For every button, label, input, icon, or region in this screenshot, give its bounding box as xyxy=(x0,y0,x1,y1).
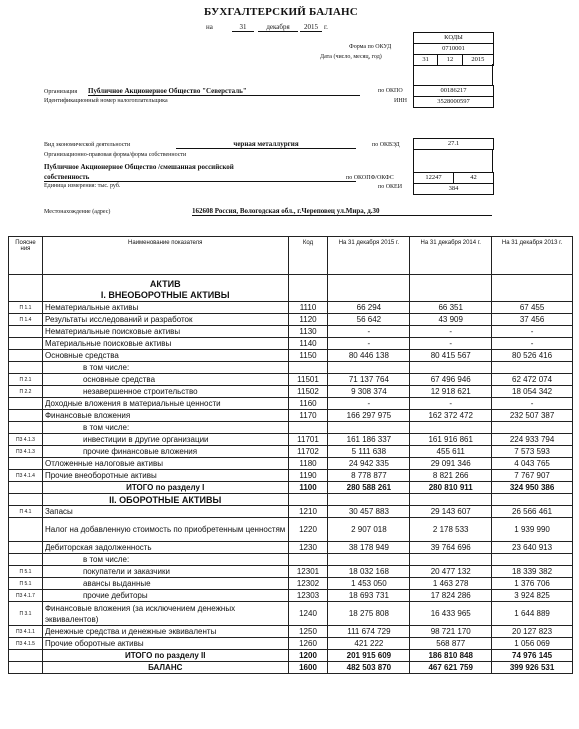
table-row xyxy=(9,554,573,566)
row-note: П3 4.1.3 xyxy=(9,446,43,458)
row-value-2015 xyxy=(328,554,410,566)
row-value-2014: 16 433 965 xyxy=(410,602,492,626)
col-2013-header: На 31 декабря 2013 г. xyxy=(492,237,573,275)
row-name: БАЛАНС xyxy=(42,662,288,674)
table-row xyxy=(9,458,573,470)
row-value-2013: 1 056 069 xyxy=(492,638,573,650)
row-code: 1110 xyxy=(288,302,328,314)
table-row xyxy=(9,398,573,410)
row-value-2015: - xyxy=(328,398,410,410)
table-row xyxy=(9,626,573,638)
row-name: незавершенное строительство xyxy=(42,386,288,398)
date-label: Дата (число, месяц, год) xyxy=(320,54,382,60)
row-note: П3 4.1.1 xyxy=(9,626,43,638)
balance-table xyxy=(8,236,573,674)
table-row xyxy=(9,506,573,518)
row-value-2013: 1 939 990 xyxy=(492,518,573,542)
table-row xyxy=(9,338,573,350)
table-row xyxy=(9,590,573,602)
section-heading-row xyxy=(9,494,573,506)
row-name: Результаты исследований и разработок xyxy=(42,314,288,326)
section-2: II. ОБОРОТНЫЕ АКТИВЫ xyxy=(42,494,288,506)
table-row xyxy=(9,446,573,458)
row-value-2013: 20 127 823 xyxy=(492,626,573,638)
row-code: 1190 xyxy=(288,470,328,482)
row-code: 12303 xyxy=(288,590,328,602)
row-value-2014: - xyxy=(410,326,492,338)
row-value-2014: 80 415 567 xyxy=(410,350,492,362)
row-value-2013 xyxy=(492,554,573,566)
codes-box xyxy=(413,32,494,66)
row-value-2014: 162 372 472 xyxy=(410,410,492,422)
row-note xyxy=(9,362,43,374)
row-name: Нематериальные поисковые активы xyxy=(42,326,288,338)
date-code-day: 31 xyxy=(414,55,438,65)
unit-label: Единица измерения: тыс. руб. xyxy=(44,183,121,189)
row-value-2015: 38 178 949 xyxy=(328,542,410,554)
row-value-2015: 1 453 050 xyxy=(328,578,410,590)
row-value-2014 xyxy=(410,554,492,566)
row-code: 1200 xyxy=(288,650,328,662)
row-value-2014: 98 721 170 xyxy=(410,626,492,638)
org-label: Организация xyxy=(44,89,78,95)
date-month: декабря xyxy=(258,23,298,32)
okopf-label: по ОКОПФ/ОКФС xyxy=(346,175,394,181)
row-code: 1260 xyxy=(288,638,328,650)
codes-vline-right xyxy=(492,64,493,85)
row-value-2015: 8 778 877 xyxy=(328,470,410,482)
row-value-2015: 80 446 138 xyxy=(328,350,410,362)
row-name: Основные средства xyxy=(42,350,288,362)
row-value-2015 xyxy=(328,362,410,374)
legal-form-label: Организационно-правовая форма/форма собственности xyxy=(44,152,187,158)
row-note xyxy=(9,350,43,362)
table-row xyxy=(9,470,573,482)
row-value-2015: 18 275 808 xyxy=(328,602,410,626)
row-name: основные средства xyxy=(42,374,288,386)
row-value-2013: 18 054 342 xyxy=(492,386,573,398)
row-note xyxy=(9,662,43,674)
date-day: 31 xyxy=(232,23,254,32)
table-row xyxy=(9,362,573,374)
okud-label: Форма по ОКУД xyxy=(349,44,392,50)
row-value-2014: 29 143 607 xyxy=(410,506,492,518)
row-value-2015: 5 111 638 xyxy=(328,446,410,458)
legal-form-line2: собственность xyxy=(44,173,356,182)
col-note-header: Поясне ния xyxy=(9,237,43,275)
row-value-2015: 56 642 xyxy=(328,314,410,326)
row-note xyxy=(9,326,43,338)
row-value-2013: 26 566 461 xyxy=(492,506,573,518)
legal-form-line1: Публичное Акционерное Общество /смешанная российской xyxy=(44,163,234,171)
row-value-2014: 39 764 696 xyxy=(410,542,492,554)
row-name: Финансовые вложения xyxy=(42,410,288,422)
row-name: ИТОГО по разделу I xyxy=(42,482,288,494)
row-value-2014: 29 091 346 xyxy=(410,458,492,470)
row-name: авансы выданные xyxy=(42,578,288,590)
row-value-2014: 17 824 286 xyxy=(410,590,492,602)
row-value-2015: 18 693 731 xyxy=(328,590,410,602)
row-value-2013: 399 926 531 xyxy=(492,662,573,674)
table-row xyxy=(9,518,573,542)
row-value-2015: 66 294 xyxy=(328,302,410,314)
document-title: БУХГАЛТЕРСКИЙ БАЛАНС xyxy=(204,6,358,18)
row-note: П 5.1 xyxy=(9,566,43,578)
row-value-2015 xyxy=(328,422,410,434)
row-note: П3 4.1.5 xyxy=(9,638,43,650)
row-code: 1120 xyxy=(288,314,328,326)
row-value-2014: 20 477 132 xyxy=(410,566,492,578)
row-name: Материальные поисковые активы xyxy=(42,338,288,350)
activity-label: Вид экономической деятельности xyxy=(44,142,131,148)
row-name: прочие дебиторы xyxy=(42,590,288,602)
col-2015-header: На 31 декабря 2015 г. xyxy=(328,237,410,275)
row-name: покупатели и заказчики xyxy=(42,566,288,578)
date-year-suffix: г. xyxy=(324,23,328,31)
row-value-2015: 166 297 975 xyxy=(328,410,410,422)
row-code: 12301 xyxy=(288,566,328,578)
row-code: 1150 xyxy=(288,350,328,362)
row-code: 1220 xyxy=(288,518,328,542)
row-value-2015: - xyxy=(328,326,410,338)
row-note xyxy=(9,422,43,434)
col-code-header: Код xyxy=(288,237,328,275)
row-code: 1600 xyxy=(288,662,328,674)
row-value-2014: 455 611 xyxy=(410,446,492,458)
row-value-2013: 23 640 913 xyxy=(492,542,573,554)
row-name: Прочие оборотные активы xyxy=(42,638,288,650)
row-value-2015: 71 137 764 xyxy=(328,374,410,386)
row-value-2013: - xyxy=(492,326,573,338)
row-name: ИТОГО по разделу II xyxy=(42,650,288,662)
row-value-2014: 186 810 848 xyxy=(410,650,492,662)
section-aktiv: АКТИВ xyxy=(149,279,181,289)
inn-label: ИНН xyxy=(394,98,407,104)
okpo-inn-box xyxy=(413,85,494,108)
row-note: П 1.4 xyxy=(9,314,43,326)
row-value-2015: 111 674 729 xyxy=(328,626,410,638)
org-name: Публичное Акционерное Общество "Северсталь" xyxy=(88,87,360,96)
okopf-values xyxy=(414,173,493,184)
row-name: Дебиторская задолженность xyxy=(42,542,288,554)
row-value-2013 xyxy=(492,362,573,374)
table-row xyxy=(9,374,573,386)
row-note xyxy=(9,650,43,662)
okpo-label: по ОКПО xyxy=(378,88,403,94)
row-value-2014: - xyxy=(410,398,492,410)
row-note xyxy=(9,410,43,422)
row-value-2013: 74 976 145 xyxy=(492,650,573,662)
total-row xyxy=(9,482,573,494)
row-value-2013: 80 526 416 xyxy=(492,350,573,362)
row-code xyxy=(288,422,328,434)
row-value-2013: 7 767 907 xyxy=(492,470,573,482)
row-name: Нематериальные активы xyxy=(42,302,288,314)
row-name: Отложенные налоговые активы xyxy=(42,458,288,470)
row-code: 1180 xyxy=(288,458,328,470)
row-name: в том числе: xyxy=(42,362,288,374)
date-on-label: на xyxy=(206,23,213,31)
col-name-header: Наименование показателя xyxy=(42,237,288,275)
row-value-2013 xyxy=(492,422,573,434)
total-row xyxy=(9,650,573,662)
row-code: 11702 xyxy=(288,446,328,458)
section-1: I. ВНЕОБОРОТНЫЕ АКТИВЫ xyxy=(100,290,230,300)
row-name: в том числе: xyxy=(42,554,288,566)
row-note: П 2.1 xyxy=(9,374,43,386)
row-note: П 2.2 xyxy=(9,386,43,398)
row-value-2014: 568 877 xyxy=(410,638,492,650)
row-code xyxy=(288,554,328,566)
row-code: 1100 xyxy=(288,482,328,494)
inn-field-label: Идентификационный номер налогоплательщика xyxy=(44,98,168,104)
row-value-2014: 161 916 861 xyxy=(410,434,492,446)
section-heading-row xyxy=(9,275,573,302)
row-value-2013: - xyxy=(492,398,573,410)
row-value-2013: 224 933 794 xyxy=(492,434,573,446)
row-note xyxy=(9,482,43,494)
row-note: П 3.1 xyxy=(9,602,43,626)
row-code: 11501 xyxy=(288,374,328,386)
row-code xyxy=(288,362,328,374)
row-code: 1170 xyxy=(288,410,328,422)
codes-vline-2r xyxy=(492,149,493,172)
row-name: Финансовые вложения (за исключением денежных эквивалентов) xyxy=(42,602,288,626)
table-row xyxy=(9,302,573,314)
row-value-2014: 467 621 759 xyxy=(410,662,492,674)
row-code: 11701 xyxy=(288,434,328,446)
row-code: 1230 xyxy=(288,542,328,554)
row-value-2014: - xyxy=(410,338,492,350)
codes-vline-2 xyxy=(413,149,414,172)
table-row xyxy=(9,542,573,554)
row-value-2014: 66 351 xyxy=(410,302,492,314)
row-value-2013: 1 376 706 xyxy=(492,578,573,590)
row-value-2013: 62 472 074 xyxy=(492,374,573,386)
okei-value: 384 xyxy=(448,185,459,192)
date-code-month: 12 xyxy=(438,55,462,65)
table-row xyxy=(9,410,573,422)
row-name: Прочие внеоборотные активы xyxy=(42,470,288,482)
row-value-2013: 18 339 382 xyxy=(492,566,573,578)
row-code: 1240 xyxy=(288,602,328,626)
activity-value: черная металлургия xyxy=(176,140,356,149)
row-note: П 1.1 xyxy=(9,302,43,314)
row-value-2014: 8 821 266 xyxy=(410,470,492,482)
row-value-2014: 1 463 278 xyxy=(410,578,492,590)
row-code: 1210 xyxy=(288,506,328,518)
table-header-row xyxy=(9,237,573,275)
location-value: 162608 Россия, Вологодская обл., г.Череповец ул.Мира, д.30 xyxy=(192,207,492,216)
okved-value: 27.1 xyxy=(447,140,460,147)
row-note xyxy=(9,398,43,410)
table-row xyxy=(9,386,573,398)
okopf-value: 12247 xyxy=(414,173,454,183)
okved-label: по ОКВЭД xyxy=(372,142,400,148)
row-name: в том числе: xyxy=(42,422,288,434)
row-value-2015: 280 588 261 xyxy=(328,482,410,494)
okfs-value: 42 xyxy=(470,174,477,181)
row-value-2015: 161 186 337 xyxy=(328,434,410,446)
row-name: Запасы xyxy=(42,506,288,518)
row-note: П3 4.1.3 xyxy=(9,434,43,446)
table-row xyxy=(9,326,573,338)
row-value-2013: 1 644 889 xyxy=(492,602,573,626)
table-row xyxy=(9,638,573,650)
row-value-2014: 2 178 533 xyxy=(410,518,492,542)
row-note xyxy=(9,458,43,470)
row-value-2013: 4 043 765 xyxy=(492,458,573,470)
okei-label: по ОКЕИ xyxy=(378,184,403,190)
row-value-2013: 3 924 825 xyxy=(492,590,573,602)
row-value-2015: 421 222 xyxy=(328,638,410,650)
total-row xyxy=(9,662,573,674)
row-value-2014: 12 918 621 xyxy=(410,386,492,398)
row-value-2013: - xyxy=(492,338,573,350)
codes-vline xyxy=(413,64,414,85)
table-row xyxy=(9,602,573,626)
table-row xyxy=(9,422,573,434)
table-row xyxy=(9,578,573,590)
row-value-2015: 9 308 374 xyxy=(328,386,410,398)
row-value-2013: 67 455 xyxy=(492,302,573,314)
row-note xyxy=(9,542,43,554)
col-2014-header: На 31 декабря 2014 г. xyxy=(410,237,492,275)
row-name: инвестиции в другие организации xyxy=(42,434,288,446)
okopf-box xyxy=(413,172,494,195)
table-row xyxy=(9,350,573,362)
row-code: 1130 xyxy=(288,326,328,338)
row-value-2014 xyxy=(410,422,492,434)
date-code-year: 2015 xyxy=(471,56,485,63)
row-note xyxy=(9,554,43,566)
row-value-2015: 201 915 609 xyxy=(328,650,410,662)
row-note xyxy=(9,338,43,350)
row-name: прочие финансовые вложения xyxy=(42,446,288,458)
row-note: П 5.1 xyxy=(9,578,43,590)
row-value-2015: 30 457 883 xyxy=(328,506,410,518)
location-label: Местонахождение (адрес) xyxy=(44,209,111,215)
table-row xyxy=(9,566,573,578)
row-value-2015: 2 907 018 xyxy=(328,518,410,542)
row-code: 11502 xyxy=(288,386,328,398)
row-name: Доходные вложения в материальные ценности xyxy=(42,398,288,410)
row-code: 12302 xyxy=(288,578,328,590)
row-value-2014 xyxy=(410,362,492,374)
inn-value: 3528000597 xyxy=(437,98,470,105)
row-value-2015: - xyxy=(328,338,410,350)
row-note: П3 4.1.4 xyxy=(9,470,43,482)
row-value-2014: 67 496 946 xyxy=(410,374,492,386)
row-code: 1250 xyxy=(288,626,328,638)
codes-header: КОДЫ xyxy=(414,33,493,44)
row-note: П3 4.1.7 xyxy=(9,590,43,602)
okud-value: 0710001 xyxy=(414,44,493,55)
row-value-2013: 324 950 386 xyxy=(492,482,573,494)
row-note xyxy=(9,518,43,542)
row-value-2014: 43 909 xyxy=(410,314,492,326)
row-name: Налог на добавленную стоимость по приобретенным ценностям xyxy=(42,518,288,542)
okved-box xyxy=(413,138,494,150)
row-value-2015: 24 942 335 xyxy=(328,458,410,470)
row-code: 1140 xyxy=(288,338,328,350)
row-value-2013: 37 456 xyxy=(492,314,573,326)
date-year: 2015 xyxy=(300,23,322,32)
row-note: П 4.1 xyxy=(9,506,43,518)
table-row xyxy=(9,314,573,326)
row-code: 1160 xyxy=(288,398,328,410)
row-name: Денежные средства и денежные эквиваленты xyxy=(42,626,288,638)
table-row xyxy=(9,434,573,446)
row-value-2015: 482 503 870 xyxy=(328,662,410,674)
row-value-2015: 18 032 168 xyxy=(328,566,410,578)
okpo-value: 00186217 xyxy=(414,86,493,97)
row-value-2013: 7 573 593 xyxy=(492,446,573,458)
row-value-2014: 280 810 911 xyxy=(410,482,492,494)
row-value-2013: 232 507 387 xyxy=(492,410,573,422)
date-codes xyxy=(414,55,493,65)
